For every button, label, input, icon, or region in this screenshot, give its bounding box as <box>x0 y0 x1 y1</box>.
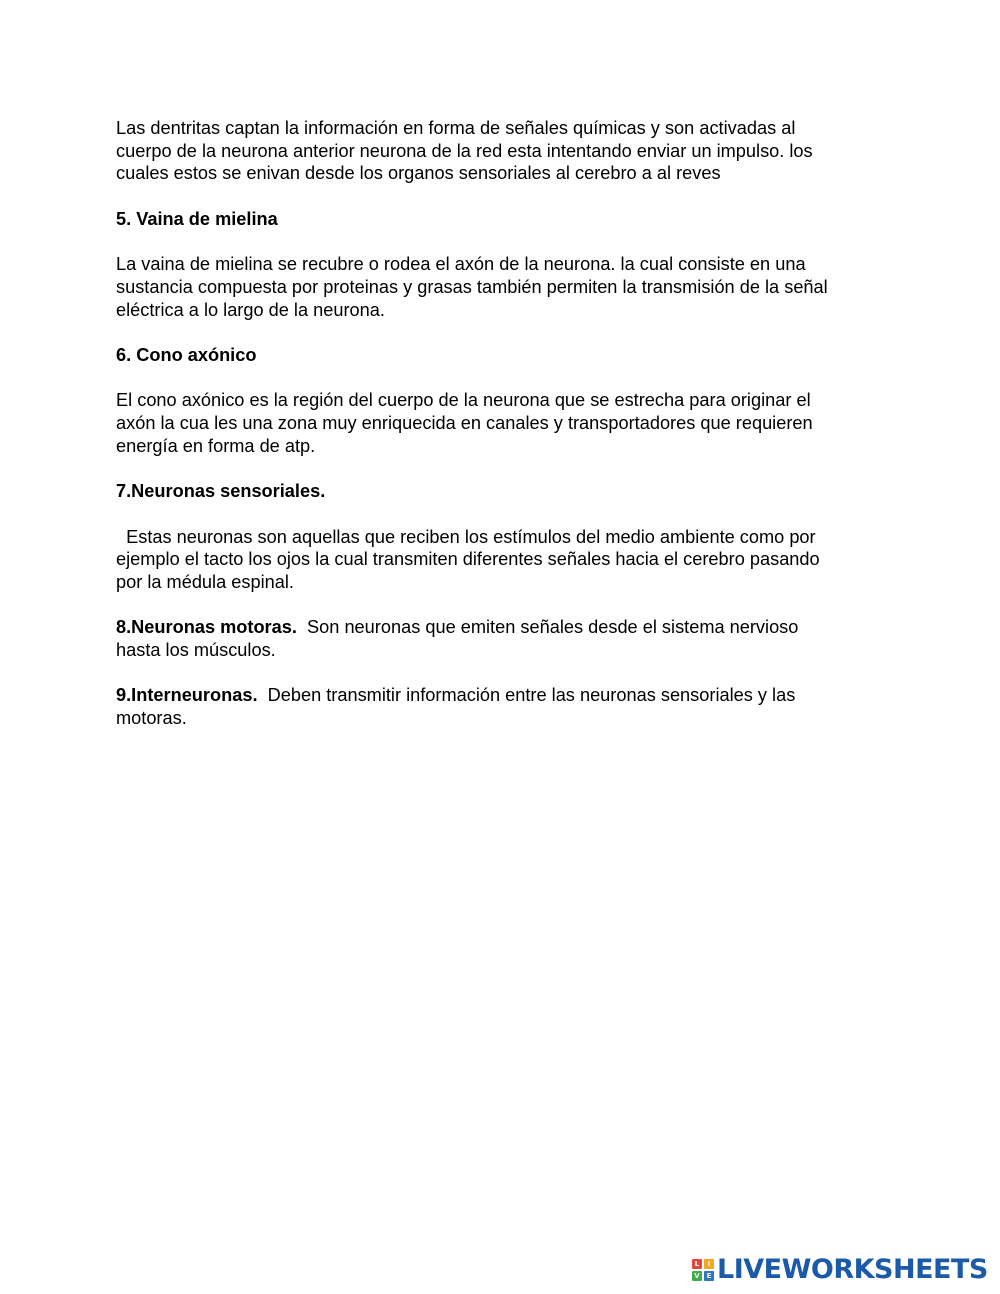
text-line: axón la cua les una zona muy enriquecida en canales y transportadores que requieren <box>116 413 813 434</box>
heading-cono-axonico: 6. Cono axónico <box>116 344 257 365</box>
text-line: cuerpo de la neurona anterior neurona de la red esta intentando enviar un impulso. los <box>116 140 813 161</box>
logo-square: L <box>692 1259 702 1269</box>
text-line: ejemplo el tacto los ojos la cual transmiten diferentes señales hacia el cerebro pasando <box>116 549 820 570</box>
paragraph-vaina-mielina <box>116 253 896 321</box>
heading-vaina-mielina: 5. Vaina de mielina <box>116 208 278 229</box>
logo-square: I <box>704 1259 714 1269</box>
paragraph-neuronas-motoras <box>116 616 896 661</box>
paragraph-cono-axonico <box>116 389 896 457</box>
heading-neuronas-sensoriales: 7.Neuronas sensoriales. <box>116 481 326 502</box>
text-line: eléctrica a lo largo de la neurona. <box>116 299 385 320</box>
text-line: Estas neuronas son aquellas que reciben los estímulos del medio ambiente como por <box>116 526 816 547</box>
text-line: La vaina de mielina se recubre o rodea el axón de la neurona. la cual consiste en una <box>116 254 806 275</box>
text-line: sustancia compuesta por proteinas y grasas también permiten la transmisión de la señal <box>116 276 828 297</box>
text-line: por la médula espinal. <box>116 571 294 592</box>
text-line: hasta los músculos. <box>116 640 276 661</box>
liveworksheets-logo <box>692 1255 988 1285</box>
text-line: Las dentritas captan la información en forma de señales químicas y son activadas al <box>116 118 796 138</box>
paragraph-interneuronas <box>116 684 896 729</box>
logo-square: V <box>692 1271 702 1281</box>
text-line: El cono axónico es la región del cuerpo de la neurona que se estrecha para originar el <box>116 390 811 411</box>
document-body <box>116 117 896 730</box>
logo-mark-icon <box>692 1259 714 1281</box>
text-line: motoras. <box>116 708 187 729</box>
heading-interneuronas: 9.Interneuronas. <box>116 685 258 706</box>
paragraph-dendritas <box>116 117 896 185</box>
text-line: cuales estos se enivan desde los organos sensoriales al cerebro a al reves <box>116 163 721 184</box>
logo-text: LIVEWORKSHEETS <box>717 1254 988 1285</box>
text-line: energía en forma de atp. <box>116 435 316 456</box>
paragraph-neuronas-sensoriales <box>116 526 896 594</box>
heading-neuronas-motoras: 8.Neuronas motoras. <box>116 617 297 638</box>
logo-square: E <box>704 1271 714 1281</box>
text-line: Son neuronas que emiten señales desde el sistema nervioso <box>296 617 799 638</box>
text-line: Deben transmitir información entre las neuronas sensoriales y las <box>257 685 796 706</box>
